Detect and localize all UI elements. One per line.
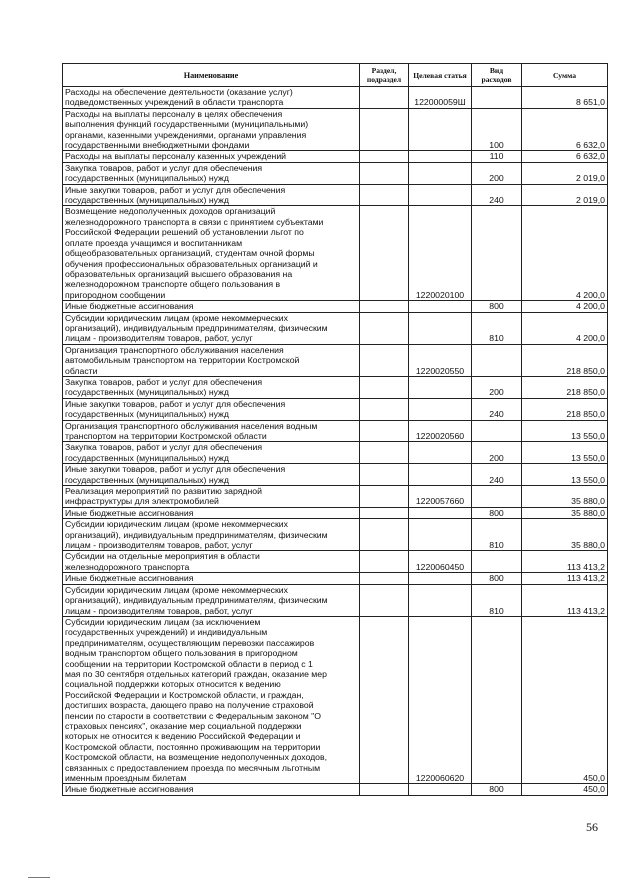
row-section	[360, 486, 409, 508]
row-target: 1220020550	[409, 344, 472, 376]
row-target: 1220020560	[409, 420, 472, 442]
row-sum: 4 200,0	[522, 312, 608, 344]
header-name: Наименование	[63, 64, 360, 87]
row-target: 1220020100	[409, 206, 472, 301]
row-section	[360, 184, 409, 206]
row-section	[360, 420, 409, 442]
table-row	[63, 344, 608, 376]
row-target	[409, 507, 472, 518]
row-section	[360, 151, 409, 162]
row-name-line: лицам - производителям товаров, работ, услуг	[65, 333, 253, 344]
row-name-line: пригородном сообщении	[65, 289, 166, 300]
row-type: 200	[472, 376, 522, 398]
table-row	[63, 464, 608, 486]
table-row	[63, 376, 608, 398]
row-type: 240	[472, 184, 522, 206]
row-name-line: Субсидии юридическим лицам (кроме некоммерческих	[65, 312, 289, 323]
row-name-line: Закупка товаров, работ и услуг для обеспечения	[65, 376, 263, 387]
row-type	[472, 206, 522, 301]
row-name-line: государственных (муниципальных) нужд	[65, 474, 229, 485]
table-row	[63, 519, 608, 551]
row-name-line: Российской Федерации решений об установлении льгот по	[65, 227, 304, 238]
row-sum: 4 200,0	[522, 206, 608, 301]
row-name	[63, 162, 360, 184]
row-name	[63, 184, 360, 206]
row-target: 122000059Ш	[409, 87, 472, 109]
row-name-line: организаций), индивидуальным предпринимателям, физическим	[65, 595, 328, 606]
row-type: 240	[472, 464, 522, 486]
table-row	[63, 398, 608, 420]
row-section	[360, 507, 409, 518]
row-name-line: сообщении на территории Костромской области в период с 1	[65, 658, 313, 669]
row-name-line: автомобильным транспортом на территории Костромской	[65, 355, 300, 366]
row-type	[472, 344, 522, 376]
footer-mark	[28, 877, 50, 878]
row-name-line: подведомственных учреждений в области транспорта	[65, 97, 284, 108]
row-section	[360, 376, 409, 398]
row-name-line: связанных с предоставлением проезда по месячным льготным	[65, 762, 321, 773]
row-name	[63, 442, 360, 464]
row-target: 1220057660	[409, 486, 472, 508]
row-name-line: Иные закупки товаров, работ и услуг для обеспечения	[65, 184, 286, 195]
row-name	[63, 312, 360, 344]
row-sum: 6 632,0	[522, 151, 608, 162]
row-type: 800	[472, 573, 522, 584]
row-type: 810	[472, 519, 522, 551]
row-target	[409, 301, 472, 312]
table-row	[63, 584, 608, 616]
row-name-line: социальной поддержки которых относится к ведению	[65, 679, 281, 690]
row-name	[63, 301, 360, 312]
row-name-line: общеобразовательных организаций, студентам очной формы	[65, 248, 315, 259]
row-name	[63, 108, 360, 151]
row-sum: 13 550,0	[522, 420, 608, 442]
row-type	[472, 616, 522, 784]
row-name-line: Организация транспортного обслуживания населения водным	[65, 420, 318, 431]
row-section	[360, 344, 409, 376]
row-target	[409, 151, 472, 162]
row-name-line: железнодорожного транспорта в связи с принятием субъектами	[65, 216, 324, 227]
row-section	[360, 108, 409, 151]
row-type: 800	[472, 507, 522, 518]
row-name	[63, 87, 360, 109]
row-name-line: Костромской области, на возмещение недополученных доходов,	[65, 752, 328, 763]
row-name-line: Закупка товаров, работ и услуг для обеспечения	[65, 442, 263, 453]
header-section: Раздел, подраздел	[360, 64, 409, 87]
row-sum: 113 413,2	[522, 584, 608, 616]
row-target	[409, 784, 472, 795]
row-name-line: Расходы на обеспечение деятельности (оказание услуг)	[65, 87, 293, 97]
page-number: 56	[586, 820, 598, 834]
row-type: 800	[472, 784, 522, 795]
row-target: 1220060450	[409, 551, 472, 573]
row-name-line: государственных (муниципальных) нужд	[65, 387, 229, 398]
table-row	[63, 507, 608, 518]
row-name-line: железнодорожного транспорта	[65, 561, 190, 572]
table-row	[63, 551, 608, 573]
row-name-line: государственных (муниципальных) нужд	[65, 195, 229, 206]
row-name	[63, 420, 360, 442]
row-name-line: Субсидии на отдельные мероприятия в области	[65, 551, 260, 562]
row-name-line: Реализация мероприятий по развитию зарядной	[65, 486, 262, 497]
row-type: 100	[472, 108, 522, 151]
table-row	[63, 151, 608, 162]
row-name-line: именным проездным билетам	[65, 773, 187, 783]
row-name-line: образовательных организаций высшего образования на	[65, 268, 293, 279]
row-section	[360, 398, 409, 420]
row-name-line: Иные бюджетные ассигнования	[65, 301, 194, 312]
row-name-line: области	[65, 365, 98, 376]
row-type: 200	[472, 442, 522, 464]
table-row	[63, 442, 608, 464]
row-target: 1220060620	[409, 616, 472, 784]
row-target	[409, 312, 472, 344]
row-name-line: государственными внебюджетными фондами	[65, 140, 250, 151]
row-sum: 2 019,0	[522, 162, 608, 184]
row-name-line: достигших возраста, дающего право на получение страховой	[65, 700, 314, 711]
row-section	[360, 87, 409, 109]
row-type	[472, 486, 522, 508]
row-name-line: лицам - производителям товаров, работ, услуг	[65, 540, 253, 551]
row-name-line: Иные бюджетные ассигнования	[65, 573, 194, 584]
header-sum: Сумма	[522, 64, 608, 87]
row-type	[472, 551, 522, 573]
row-name-line: Субсидии юридическим лицам (кроме некоммерческих	[65, 519, 289, 530]
row-name-line: которых не относится к ведению Российской Федерации и	[65, 731, 301, 742]
budget-table-container	[62, 63, 607, 796]
row-name	[63, 376, 360, 398]
row-sum: 113 413,2	[522, 573, 608, 584]
row-name-line: Расходы на выплаты персоналу казенных учреждений	[65, 151, 287, 162]
row-name-line: Российской Федерации и Костромской области, и граждан,	[65, 689, 304, 700]
row-name-line: государственных (муниципальных) нужд	[65, 452, 229, 463]
row-sum: 35 880,0	[522, 519, 608, 551]
row-section	[360, 312, 409, 344]
row-target	[409, 184, 472, 206]
table-row	[63, 784, 608, 795]
budget-table	[62, 63, 608, 796]
row-section	[360, 584, 409, 616]
row-type: 810	[472, 312, 522, 344]
row-name-line: предпринимателям, осуществляющим перевозки пассажиров	[65, 637, 315, 648]
table-row	[63, 184, 608, 206]
row-target	[409, 573, 472, 584]
header-target: Целевая статья	[409, 64, 472, 87]
row-sum: 13 550,0	[522, 464, 608, 486]
row-name-line: Субсидии юридическим лицам (за исключением	[65, 616, 261, 627]
row-section	[360, 442, 409, 464]
row-sum: 8 651,0	[522, 87, 608, 109]
row-name-line: Возмещение недополученных доходов организаций	[65, 206, 276, 217]
row-section	[360, 573, 409, 584]
row-name-line: Расходы на выплаты персоналу в целях обеспечения	[65, 108, 283, 119]
row-name-line: органами, казенными учреждениями, органами управления	[65, 129, 307, 140]
row-section	[360, 784, 409, 795]
row-name-line: Иные закупки товаров, работ и услуг для обеспечения	[65, 398, 286, 409]
row-sum: 6 632,0	[522, 108, 608, 151]
row-sum: 218 850,0	[522, 376, 608, 398]
row-name-line: организаций), индивидуальным предпринимателям, физическим	[65, 529, 328, 540]
row-name	[63, 616, 360, 784]
row-name	[63, 784, 360, 795]
row-target	[409, 519, 472, 551]
row-name-line: транспортом на территории Костромской области	[65, 431, 267, 441]
row-name-line: организаций), индивидуальным предпринимателям, физическим	[65, 322, 328, 333]
row-name	[63, 519, 360, 551]
row-type: 240	[472, 398, 522, 420]
row-section	[360, 464, 409, 486]
row-section	[360, 551, 409, 573]
row-type: 800	[472, 301, 522, 312]
row-sum: 218 850,0	[522, 398, 608, 420]
row-section	[360, 616, 409, 784]
row-name-line: лицам - производителям товаров, работ, услуг	[65, 605, 253, 616]
row-type	[472, 420, 522, 442]
row-target	[409, 464, 472, 486]
row-target	[409, 108, 472, 151]
row-name	[63, 464, 360, 486]
row-name-line: Организация транспортного обслуживания населения	[65, 344, 284, 355]
table-row	[63, 420, 608, 442]
table-row	[63, 162, 608, 184]
row-section	[360, 519, 409, 551]
row-section	[360, 162, 409, 184]
row-section	[360, 301, 409, 312]
row-type	[472, 87, 522, 109]
table-row	[63, 87, 608, 109]
row-name-line: Субсидии юридическим лицам (кроме некоммерческих	[65, 584, 289, 595]
row-name-line: обучения профессиональных образовательных организаций и	[65, 258, 318, 269]
row-name	[63, 486, 360, 508]
row-sum: 2 019,0	[522, 184, 608, 206]
table-row	[63, 616, 608, 784]
row-type: 110	[472, 151, 522, 162]
row-target	[409, 376, 472, 398]
row-name-line: государственных (муниципальных) нужд	[65, 173, 229, 184]
row-sum: 4 200,0	[522, 301, 608, 312]
row-name	[63, 206, 360, 301]
row-name-line: инфраструктуры для электромобилей	[65, 496, 219, 507]
row-sum: 13 550,0	[522, 442, 608, 464]
row-name	[63, 398, 360, 420]
row-name	[63, 344, 360, 376]
row-name-line: Костромской области, постоянно проживающим на территории	[65, 741, 321, 752]
table-row	[63, 312, 608, 344]
row-name-line: Иные закупки товаров, работ и услуг для обеспечения	[65, 464, 286, 475]
table-row	[63, 301, 608, 312]
row-section	[360, 206, 409, 301]
row-name	[63, 151, 360, 162]
header-type: Вид расходов	[472, 64, 522, 87]
table-body	[63, 87, 608, 796]
table-row	[63, 108, 608, 151]
row-sum: 35 880,0	[522, 507, 608, 518]
row-name-line: мая по 30 сентября отдельных категорий граждан, оказание мер	[65, 668, 327, 679]
table-row	[63, 573, 608, 584]
row-name-line: выполнения функций государственными (муниципальными)	[65, 119, 309, 130]
row-name-line: государственных (муниципальных) нужд	[65, 409, 229, 420]
table-header-row	[63, 64, 608, 87]
row-name	[63, 584, 360, 616]
row-target	[409, 584, 472, 616]
row-target	[409, 442, 472, 464]
row-target	[409, 398, 472, 420]
table-row	[63, 486, 608, 508]
row-sum: 218 850,0	[522, 344, 608, 376]
row-sum: 113 413,2	[522, 551, 608, 573]
row-sum: 35 880,0	[522, 486, 608, 508]
row-name-line: Закупка товаров, работ и услуг для обеспечения	[65, 162, 263, 173]
row-name-line: государственных учреждений) и индивидуальным	[65, 627, 268, 638]
row-sum: 450,0	[522, 616, 608, 784]
row-name-line: пенсии по старости в соответствии с Федеральным законом "О	[65, 710, 321, 721]
row-target	[409, 162, 472, 184]
row-name-line: оплате проезда учащимся и воспитанникам	[65, 237, 243, 248]
row-name-line: железнодорожном транспорте общего пользования в	[65, 279, 281, 290]
row-sum: 450,0	[522, 784, 608, 795]
row-name-line: Иные бюджетные ассигнования	[65, 507, 194, 518]
row-name	[63, 573, 360, 584]
table-row	[63, 206, 608, 301]
row-name-line: страховых пенсиях", оказание мер социальной поддержки	[65, 720, 302, 731]
row-type: 810	[472, 584, 522, 616]
row-name	[63, 551, 360, 573]
row-name-line: Иные бюджетные ассигнования	[65, 784, 194, 795]
row-name	[63, 507, 360, 518]
row-name-line: водным транспортом общего пользования в пригородном	[65, 648, 298, 659]
row-type: 200	[472, 162, 522, 184]
